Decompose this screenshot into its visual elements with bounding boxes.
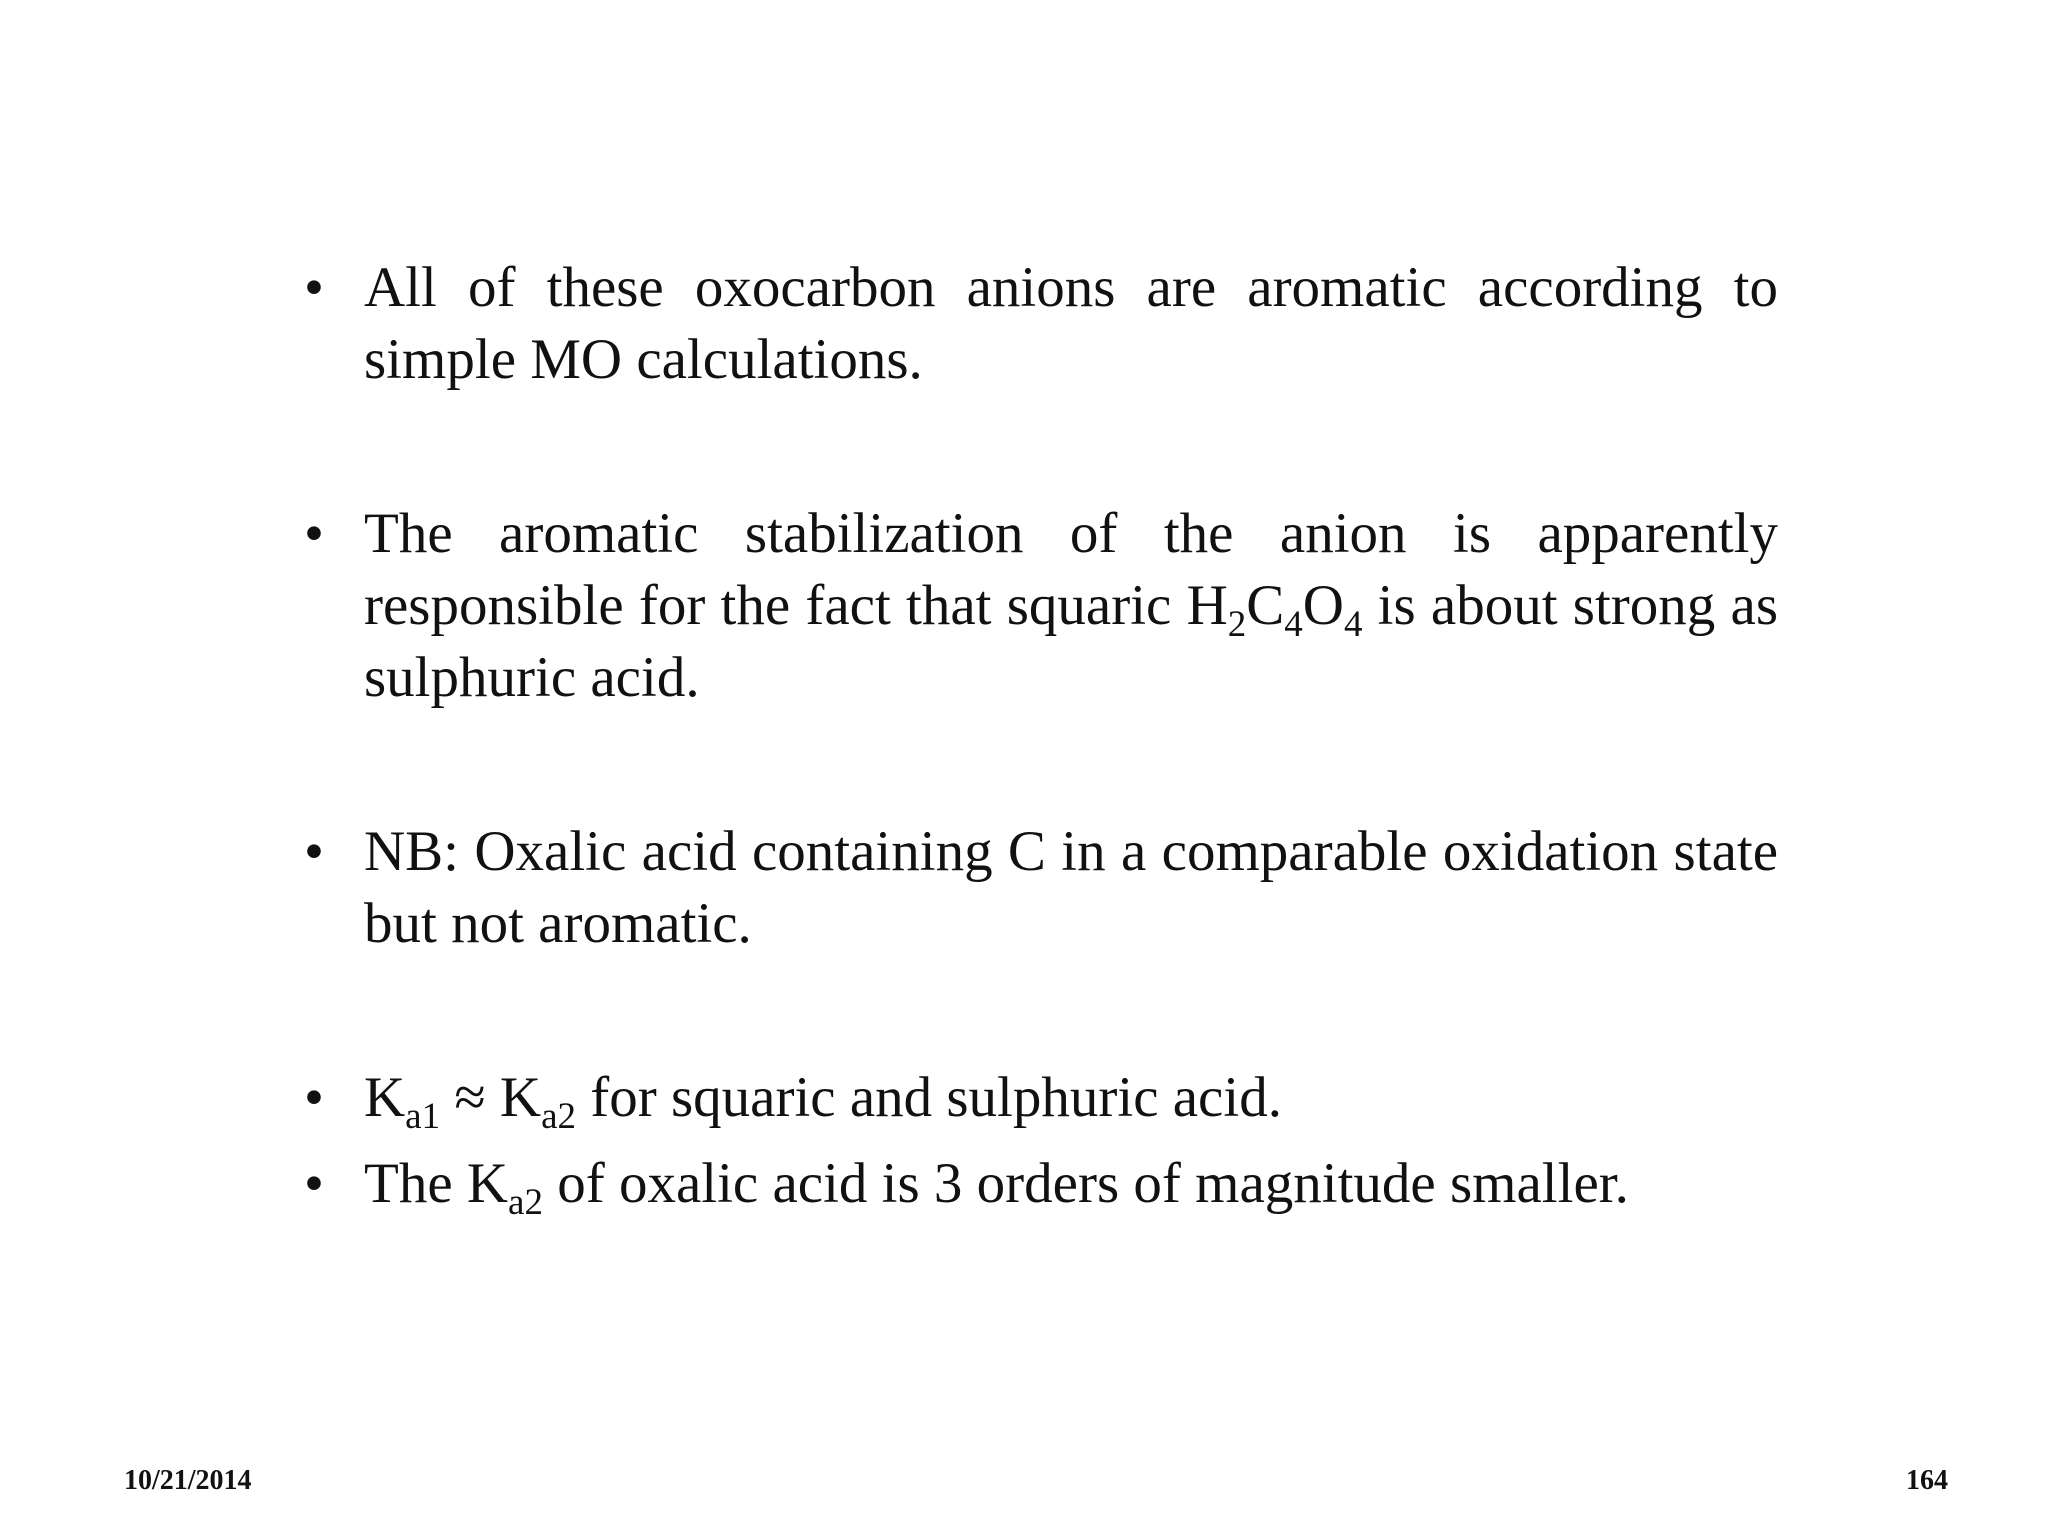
- bullet-dot: •: [304, 1152, 324, 1215]
- text-segment: K: [499, 1066, 542, 1129]
- bullet-item-aromatic-anions: [304, 252, 1778, 396]
- bullet-item-oxalic-ka2: [304, 1148, 1778, 1223]
- text-segment: The K: [364, 1152, 509, 1215]
- subscript: 2: [1227, 604, 1247, 645]
- bullet-dot: •: [304, 1066, 324, 1129]
- bullet-list: [304, 252, 1779, 1223]
- subscript: a1: [405, 1096, 441, 1137]
- bullet-item-ka-comparison: [304, 1062, 1778, 1137]
- subscript: a2: [508, 1182, 543, 1223]
- text-segment: is about strong as sulphuric acid.: [364, 574, 1779, 709]
- text-segment: C: [1246, 574, 1285, 637]
- bullet-text: All of these oxocarbon anions are aromatic according to simple MO calculations.: [364, 256, 1778, 391]
- text-segment: O: [1302, 574, 1344, 637]
- text-segment: for squaric and sulphuric acid.: [576, 1066, 1282, 1129]
- text-segment: of oxalic acid is 3 orders of magnitude smaller.: [542, 1152, 1629, 1215]
- bullet-dot: •: [304, 502, 324, 565]
- subscript: 4: [1284, 604, 1303, 645]
- text-segment: The aromatic stabilization of the anion is apparently responsible for the fact that squaric H: [364, 502, 1778, 637]
- bullet-text: [364, 1066, 1282, 1137]
- bullet-item-oxalic-acid-note: [304, 816, 1778, 960]
- footer-page-number: 164: [1906, 1465, 1948, 1496]
- bullet-item-aromatic-stabilization: [304, 498, 1778, 714]
- bullet-dot: •: [304, 256, 324, 319]
- subscript: a2: [541, 1096, 577, 1137]
- text-segment: ≈: [440, 1066, 500, 1129]
- bullet-text: [364, 1152, 1629, 1223]
- bullet-dot: •: [304, 820, 324, 883]
- text-segment: K: [364, 1066, 406, 1129]
- bullet-text: NB: Oxalic acid containing C in a comparable oxidation state but not aromatic.: [364, 820, 1778, 955]
- footer-date: 10/21/2014: [124, 1465, 252, 1496]
- bullet-text: [364, 502, 1778, 709]
- subscript: 4: [1343, 604, 1363, 645]
